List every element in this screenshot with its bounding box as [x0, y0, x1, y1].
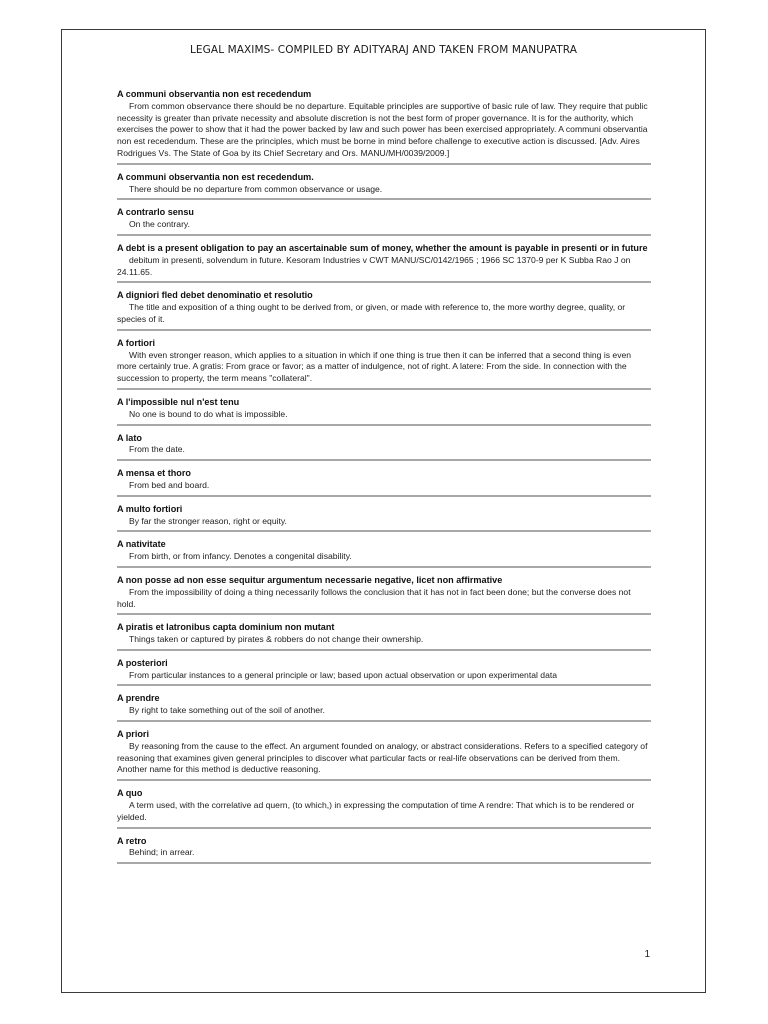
maxim-definition: The title and exposition of a thing ought to be derived from, or given, or made with reference to, the more worthy degree, quality, or species of it. [117, 302, 626, 324]
maxim-term: A non posse ad non esse sequitur argumentum necessarie negative, licet non affirmative [117, 574, 503, 585]
maxim-entry [117, 396, 651, 426]
document-title: LEGAL MAXIMS- COMPILED BY ADITYARAJ AND TAKEN FROM MANUPATRA [189, 44, 578, 56]
maxim-list [117, 88, 651, 870]
maxim-definition: From common observance there should be no departure. Equitable principles are supportive of basic rule of law. They require that public necessity is greater than private necessity and absolute discretion is not the best form of proper governance. It is for the authority, which exercises the power to show that it had the power backed by law and such power has been exercised appropriately. A communi observantia non est recedendum. These are the principles, which must be borne in mind before challenge to executive action is discussed. [Adv. Aires Rodrigues Vs. The State of Goa by its Chief Secretary and Ors. MANU/MH/0039/2009.] [117, 100, 648, 158]
maxim-definition: There should be no departure from common observance or usage. [129, 183, 383, 194]
maxim-entry [117, 503, 651, 533]
maxim-definition: No one is bound to do what is impossible. [129, 408, 288, 419]
maxim-term: A fortiori [117, 337, 156, 348]
maxim-term: A lato [117, 432, 142, 443]
maxim-definition: debitum in presenti, solvendum in future. Kesoram Industries v CWT MANU/SC/0142/1965 ; 1966 SC 1370-9 per K Subba Rao J on 24.11.65. [117, 254, 631, 277]
maxim-definition: By reasoning from the cause to the effect. An argument founded on analogy, or abstract considerations. Refers to a specified category of reasoning that examines given general principles to discover what particular facts or real-life observations can be derived from them. Another name for this method is deductive reasoning. [117, 740, 648, 775]
maxim-definition: From the date. [129, 444, 185, 455]
maxim-term: A contrarlo sensu [117, 207, 194, 218]
maxim-definition: From bed and board. [129, 479, 210, 490]
maxim-entry [117, 728, 651, 781]
maxim-definition: On the contrary. [129, 219, 190, 230]
maxim-term: A posteriori [117, 657, 168, 668]
maxim-term: A nativitate [117, 539, 166, 550]
maxim-term: A piratis et latronibus capta dominium non mutant [117, 622, 335, 633]
maxim-entry [117, 337, 651, 390]
maxim-definition: From particular instances to a general principle or law; based upon actual observation or upon experimental data [129, 669, 558, 680]
maxim-definition: By far the stronger reason, right or equity. [129, 515, 287, 526]
maxim-term: A debt is a present obligation to pay an ascertainable sum of money, whether the amount is payable in presenti or in future [117, 242, 648, 253]
maxim-entry [117, 432, 651, 462]
maxim-entry [117, 835, 651, 865]
maxim-definition: A term used, with the correlative ad quern, (to which,) in expressing the computation of time A rendre: That which is to be rendered or yielded. [117, 800, 635, 822]
maxim-entry [117, 787, 651, 828]
maxim-entry [117, 242, 651, 283]
maxim-entry [117, 538, 651, 568]
maxim-entry [117, 574, 651, 615]
maxim-entry [117, 289, 651, 330]
maxim-term: A communi observantia non est recedendum [117, 89, 312, 99]
maxim-definition: Things taken or captured by pirates & robbers do not change their ownership. [129, 634, 424, 645]
maxim-definition: From birth, or from infancy. Denotes a congenital disability. [129, 551, 352, 562]
maxim-term: A quo [117, 788, 143, 799]
maxim-term: A priori [117, 729, 149, 740]
maxim-term: A digniori fled debet denominatio et resolutio [117, 290, 313, 301]
maxim-definition: From the impossibility of doing a thing necessarily follows the conclusion that it has not in fact been done; but the converse does not hold. [117, 586, 631, 609]
maxim-definition: By right to take something out of the soil of another. [129, 705, 325, 716]
maxim-definition: With even stronger reason, which applies to a situation in which if one thing is true then it can be inferred that a second thing is even more certainly true. A gratis: From grace or favor; as a matter of indulgence, not of right. A latere: From the side. In connection with the succession to property, the term means "collateral". [117, 349, 632, 384]
page-number: 1 [644, 949, 650, 960]
maxim-term: A mensa et thoro [117, 468, 191, 479]
document-page [61, 29, 706, 993]
maxim-entry [117, 88, 651, 165]
maxim-entry [117, 621, 651, 651]
maxim-definition: Behind; in arrear. [129, 847, 195, 858]
maxim-entry [117, 657, 651, 687]
maxim-term: A multo fortiori [117, 503, 183, 514]
maxim-term: A l'impossible nul n'est tenu [117, 396, 240, 407]
maxim-term: A retro [117, 835, 147, 846]
maxim-term: A communi observantia non est recedendum. [117, 171, 314, 182]
maxim-entry [117, 206, 651, 236]
maxim-entry [117, 467, 651, 497]
maxim-entry [117, 692, 651, 722]
maxim-term: A prendre [117, 693, 160, 704]
maxim-entry [117, 171, 651, 201]
